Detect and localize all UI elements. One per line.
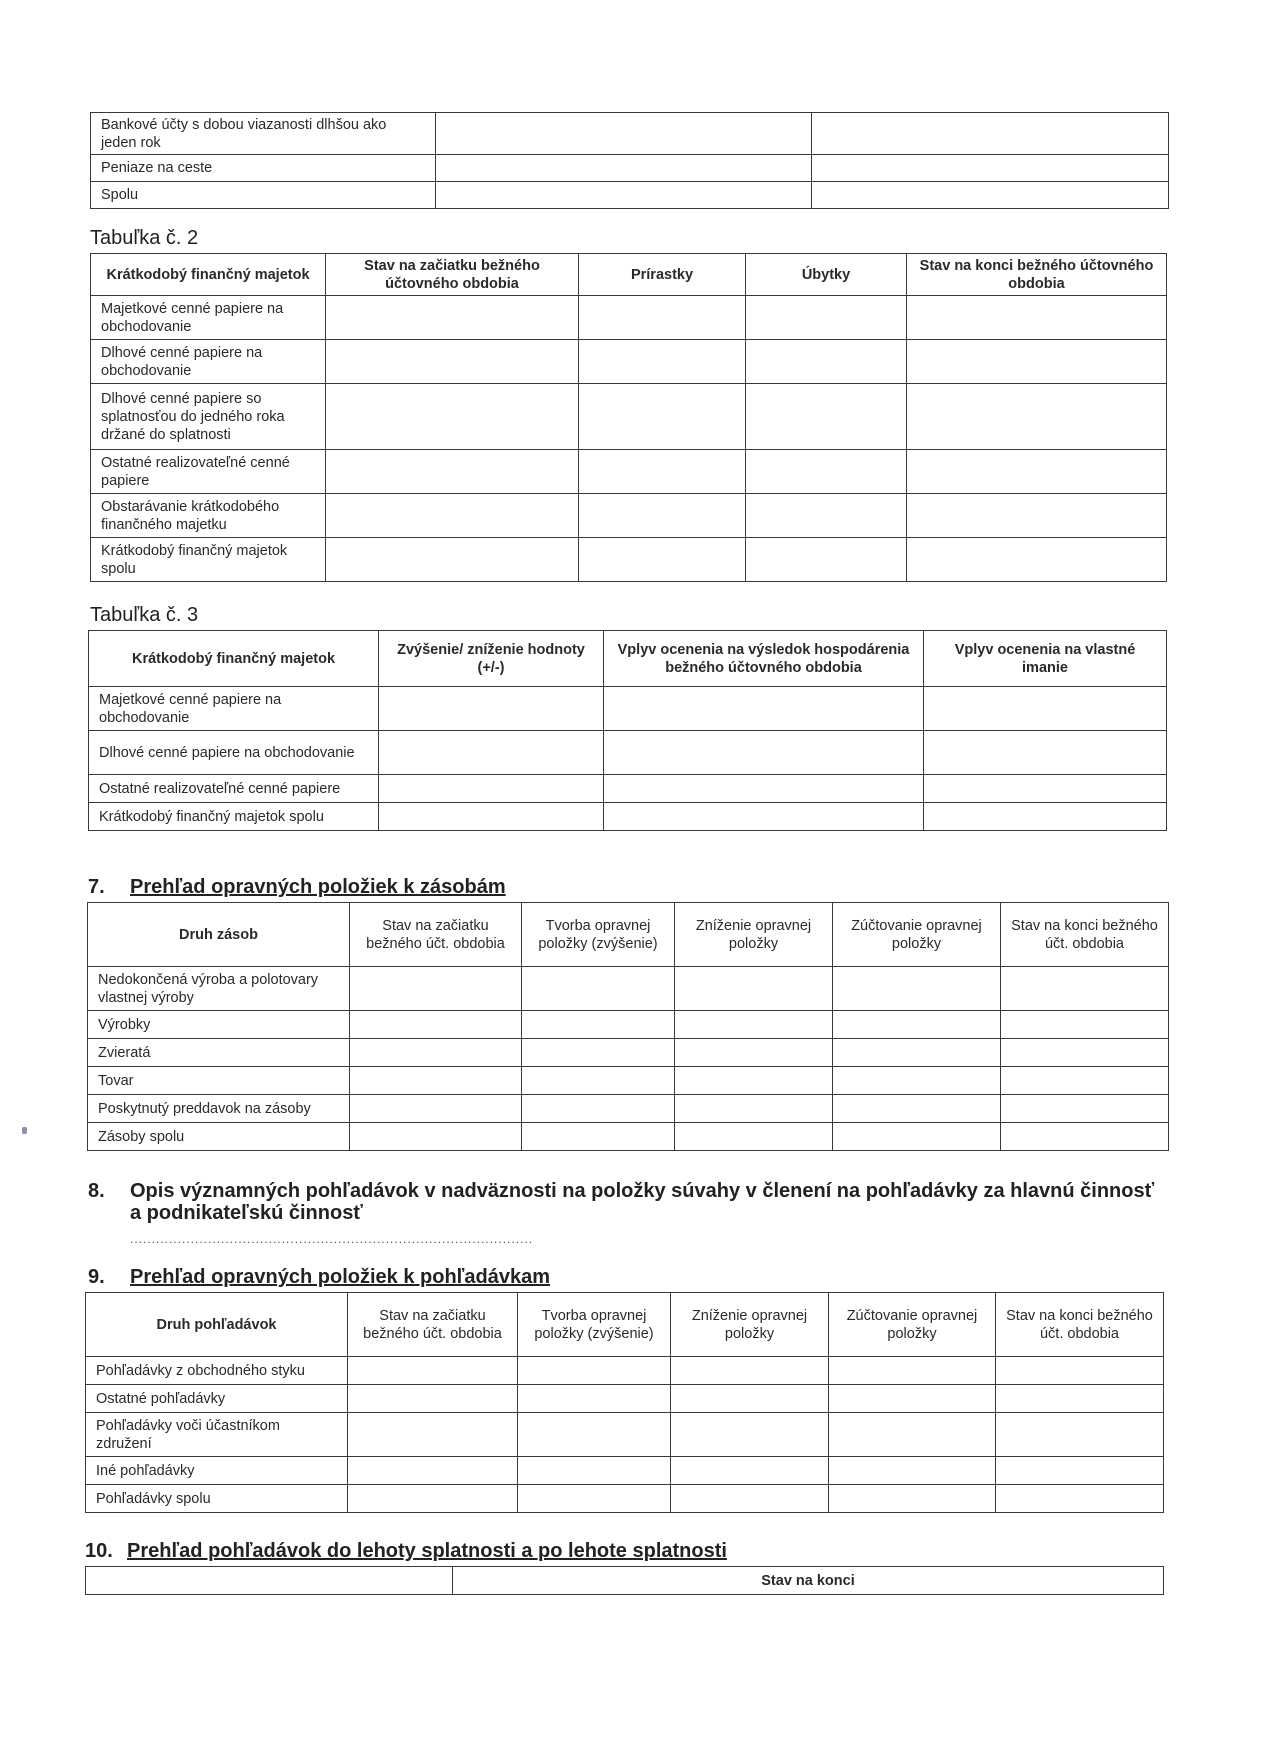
value-cell[interactable]: [522, 1067, 675, 1095]
value-cell[interactable]: [522, 967, 675, 1011]
table-row: [91, 296, 1167, 340]
row-label: Bankové účty s dobou viazanosti dlhšou ako jeden rok: [91, 113, 436, 155]
value-cell[interactable]: [671, 1413, 829, 1457]
value-cell[interactable]: [579, 494, 746, 538]
column-header: Krátkodobý finančný majetok: [89, 631, 379, 687]
table-header-row: [88, 903, 1169, 967]
table-row: [91, 450, 1167, 494]
value-cell[interactable]: [379, 775, 604, 803]
value-cell[interactable]: [350, 967, 522, 1011]
column-header: Stav na konci bežného účt. obdobia: [996, 1293, 1164, 1357]
column-header: Krátkodobý finančný majetok: [91, 254, 326, 296]
table-row: [91, 538, 1167, 582]
column-header: Stav na začiatku bežného účtovného obdobia: [326, 254, 579, 296]
column-header: Vplyv ocenenia na výsledok hospodárenia bežného účtovného obdobia: [604, 631, 924, 687]
row-label: Nedokončená výroba a polotovary vlastnej výroby: [88, 967, 350, 1011]
table-row: [91, 155, 1169, 182]
table-header-row: [86, 1567, 1164, 1595]
value-cell[interactable]: [522, 1011, 675, 1039]
column-header: Zníženie opravnej položky: [675, 903, 833, 967]
row-label: Majetkové cenné papiere na obchodovanie: [89, 687, 379, 731]
table-receivable-allowances: [85, 1292, 1164, 1513]
value-cell[interactable]: [518, 1385, 671, 1413]
column-header: Prírastky: [579, 254, 746, 296]
row-label: Tovar: [88, 1067, 350, 1095]
table-row: [88, 1095, 1169, 1123]
table-inventory-allowances: [87, 902, 1169, 1151]
row-label: Ostatné realizovateľné cenné papiere: [89, 775, 379, 803]
value-cell[interactable]: [671, 1357, 829, 1385]
value-cell[interactable]: [833, 1123, 1001, 1151]
column-header: Tvorba opravnej položky (zvýšenie): [518, 1293, 671, 1357]
table-row: [91, 384, 1167, 450]
value-cell[interactable]: [829, 1357, 996, 1385]
value-cell[interactable]: [833, 1011, 1001, 1039]
value-cell[interactable]: [518, 1413, 671, 1457]
value-cell[interactable]: [746, 538, 907, 582]
column-header: Stav na začiatku bežného účt. obdobia: [348, 1293, 518, 1357]
value-cell[interactable]: [1001, 1067, 1169, 1095]
value-cell[interactable]: [604, 687, 924, 731]
value-cell[interactable]: [746, 450, 907, 494]
table-row: [88, 1067, 1169, 1095]
table-row: [86, 1357, 1164, 1385]
value-cell[interactable]: [579, 538, 746, 582]
column-header: Stav na konci bežného účt. obdobia: [1001, 903, 1169, 967]
value-cell[interactable]: [326, 296, 579, 340]
row-label: Pohľadávky z obchodného styku: [86, 1357, 348, 1385]
value-cell[interactable]: [924, 687, 1167, 731]
table-caption: Tabuľka č. 2: [90, 227, 199, 249]
column-header: Stav na začiatku bežného účt. obdobia: [350, 903, 522, 967]
column-header: Tvorba opravnej položky (zvýšenie): [522, 903, 675, 967]
value-cell[interactable]: [907, 384, 1167, 450]
value-cell[interactable]: [907, 538, 1167, 582]
section-heading: Prehľad opravných položiek k pohľadávkam: [130, 1266, 550, 1288]
table-bank-accounts: [90, 112, 1169, 209]
value-cell[interactable]: [350, 1011, 522, 1039]
table-row: [89, 687, 1167, 731]
value-cell[interactable]: [326, 450, 579, 494]
value-cell[interactable]: [379, 687, 604, 731]
table-receivables-maturity: [85, 1566, 1164, 1595]
value-cell[interactable]: [671, 1457, 829, 1485]
value-cell[interactable]: [350, 1067, 522, 1095]
row-label: Spolu: [91, 182, 436, 209]
table-row: [91, 494, 1167, 538]
column-header: Zúčtovanie opravnej položky: [833, 903, 1001, 967]
value-cell[interactable]: [746, 384, 907, 450]
value-cell[interactable]: [812, 113, 1169, 155]
column-header: Stav na konci: [453, 1567, 1164, 1595]
value-cell[interactable]: [924, 775, 1167, 803]
column-header: Vplyv ocenenia na vlastné imanie: [924, 631, 1167, 687]
column-header: Druh zásob: [88, 903, 350, 967]
section-10-title: [85, 1540, 727, 1563]
column-header: Zníženie opravnej položky: [671, 1293, 829, 1357]
table-short-term-financial-assets: [90, 253, 1167, 582]
row-label: Iné pohľadávky: [86, 1457, 348, 1485]
row-label: Ostatné pohľadávky: [86, 1385, 348, 1413]
value-cell[interactable]: [675, 1011, 833, 1039]
table-row: [88, 967, 1169, 1011]
section-number: 9.: [88, 1266, 105, 1288]
value-cell[interactable]: [522, 1039, 675, 1067]
value-cell[interactable]: [522, 1123, 675, 1151]
value-cell[interactable]: [746, 494, 907, 538]
value-cell[interactable]: [833, 1039, 1001, 1067]
value-cell[interactable]: [348, 1485, 518, 1513]
value-cell[interactable]: [326, 384, 579, 450]
value-cell[interactable]: [996, 1457, 1164, 1485]
value-cell[interactable]: [675, 1067, 833, 1095]
value-cell[interactable]: [746, 296, 907, 340]
column-header: Úbytky: [746, 254, 907, 296]
value-cell[interactable]: [675, 1123, 833, 1151]
value-cell[interactable]: [996, 1485, 1164, 1513]
column-header: [86, 1567, 453, 1595]
table-row: [86, 1385, 1164, 1413]
column-header: Zúčtovanie opravnej položky: [829, 1293, 996, 1357]
table-row: [91, 182, 1169, 209]
value-cell[interactable]: [996, 1385, 1164, 1413]
value-cell[interactable]: [1001, 1123, 1169, 1151]
value-cell[interactable]: [579, 296, 746, 340]
row-label: Krátkodobý finančný majetok spolu: [91, 538, 326, 582]
value-cell[interactable]: [518, 1457, 671, 1485]
value-cell[interactable]: [350, 1095, 522, 1123]
row-label: Výrobky: [88, 1011, 350, 1039]
table-header-row: [89, 631, 1167, 687]
value-cell[interactable]: [671, 1385, 829, 1413]
value-cell[interactable]: [907, 340, 1167, 384]
column-header: Druh pohľadávok: [86, 1293, 348, 1357]
row-label: Ostatné realizovateľné cenné papiere: [91, 450, 326, 494]
row-label: Zvieratá: [88, 1039, 350, 1067]
section-8-title: [88, 1180, 1168, 1202]
value-cell[interactable]: [907, 296, 1167, 340]
value-cell[interactable]: [812, 155, 1169, 182]
value-cell[interactable]: [326, 340, 579, 384]
value-cell[interactable]: [996, 1357, 1164, 1385]
value-cell[interactable]: [379, 731, 604, 775]
row-label: Pohľadávky voči účastníkom združení: [86, 1413, 348, 1457]
row-label: Majetkové cenné papiere na obchodovanie: [91, 296, 326, 340]
row-label: Zásoby spolu: [88, 1123, 350, 1151]
value-cell[interactable]: [829, 1485, 996, 1513]
section-7-title: [88, 876, 506, 899]
section-number: 7.: [88, 876, 105, 898]
value-cell[interactable]: [522, 1095, 675, 1123]
table-row: [86, 1485, 1164, 1513]
value-cell[interactable]: [326, 494, 579, 538]
value-cell[interactable]: [1001, 1039, 1169, 1067]
value-cell[interactable]: [350, 1123, 522, 1151]
row-label: Poskytnutý preddavok na zásoby: [88, 1095, 350, 1123]
section-number: 8.: [88, 1180, 105, 1202]
value-cell[interactable]: [436, 155, 812, 182]
table-row: [91, 113, 1169, 155]
row-label: Obstarávanie krátkodobého finančného majetku: [91, 494, 326, 538]
row-label: Krátkodobý finančný majetok spolu: [89, 803, 379, 831]
table-row: [86, 1413, 1164, 1457]
table-row: [89, 731, 1167, 775]
value-cell[interactable]: [829, 1413, 996, 1457]
value-cell[interactable]: [833, 1067, 1001, 1095]
value-cell[interactable]: [675, 1039, 833, 1067]
table-row: [86, 1457, 1164, 1485]
table-row: [88, 1039, 1169, 1067]
value-cell[interactable]: [924, 731, 1167, 775]
value-cell[interactable]: [579, 450, 746, 494]
column-header: Stav na konci bežného účtovného obdobia: [907, 254, 1167, 296]
section-heading: Prehľad pohľadávok do lehoty splatnosti a po lehote splatnosti: [127, 1540, 727, 1562]
value-cell[interactable]: [518, 1357, 671, 1385]
table-row: [91, 340, 1167, 384]
value-cell[interactable]: [604, 731, 924, 775]
value-cell[interactable]: [996, 1413, 1164, 1457]
value-cell[interactable]: [1001, 1095, 1169, 1123]
value-cell[interactable]: [436, 182, 812, 209]
section-number: 10.: [85, 1540, 113, 1562]
value-cell[interactable]: [671, 1485, 829, 1513]
table-valuation-effects: [88, 630, 1167, 831]
table-header-row: [91, 254, 1167, 296]
value-cell[interactable]: [907, 494, 1167, 538]
value-cell[interactable]: [436, 113, 812, 155]
value-cell[interactable]: [348, 1385, 518, 1413]
value-cell[interactable]: [812, 182, 1169, 209]
value-cell[interactable]: [833, 1095, 1001, 1123]
value-cell[interactable]: [604, 803, 924, 831]
value-cell[interactable]: [348, 1357, 518, 1385]
value-cell[interactable]: [348, 1457, 518, 1485]
column-header: Zvýšenie/ zníženie hodnoty (+/-): [379, 631, 604, 687]
section-heading: Prehľad opravných položiek k zásobám: [130, 876, 506, 898]
value-cell[interactable]: [907, 450, 1167, 494]
section-heading-line1: Opis významných pohľadávok v nadväznosti na položky súvahy v členení na pohľadávky za hlavnú činnosť: [130, 1180, 1155, 1202]
value-cell[interactable]: [350, 1039, 522, 1067]
value-cell[interactable]: [829, 1457, 996, 1485]
value-cell[interactable]: [675, 967, 833, 1011]
value-cell[interactable]: [579, 340, 746, 384]
section-9-title: [88, 1266, 550, 1289]
table-row: [88, 1011, 1169, 1039]
fill-in-line[interactable]: .............................................................................................: [130, 1232, 534, 1246]
table-header-row: [86, 1293, 1164, 1357]
row-label: Dlhové cenné papiere so splatnosťou do jedného roka držané do splatnosti: [91, 384, 326, 450]
value-cell[interactable]: [379, 803, 604, 831]
value-cell[interactable]: [604, 775, 924, 803]
value-cell[interactable]: [924, 803, 1167, 831]
value-cell[interactable]: [326, 538, 579, 582]
table-caption: Tabuľka č. 3: [90, 604, 199, 626]
value-cell[interactable]: [746, 340, 907, 384]
value-cell[interactable]: [829, 1385, 996, 1413]
table-row: [89, 803, 1167, 831]
row-label: Dlhové cenné papiere na obchodovanie: [89, 731, 379, 775]
section-8-title-cont: a podnikateľskú činnosť: [130, 1202, 363, 1224]
row-label: Pohľadávky spolu: [86, 1485, 348, 1513]
row-label: Peniaze na ceste: [91, 155, 436, 182]
table-row: [89, 775, 1167, 803]
scan-artifact: [22, 1127, 27, 1134]
value-cell[interactable]: [675, 1095, 833, 1123]
value-cell[interactable]: [1001, 967, 1169, 1011]
value-cell[interactable]: [1001, 1011, 1169, 1039]
table-row: [88, 1123, 1169, 1151]
row-label: Dlhové cenné papiere na obchodovanie: [91, 340, 326, 384]
value-cell[interactable]: [833, 967, 1001, 1011]
value-cell[interactable]: [348, 1413, 518, 1457]
value-cell[interactable]: [518, 1485, 671, 1513]
value-cell[interactable]: [579, 384, 746, 450]
